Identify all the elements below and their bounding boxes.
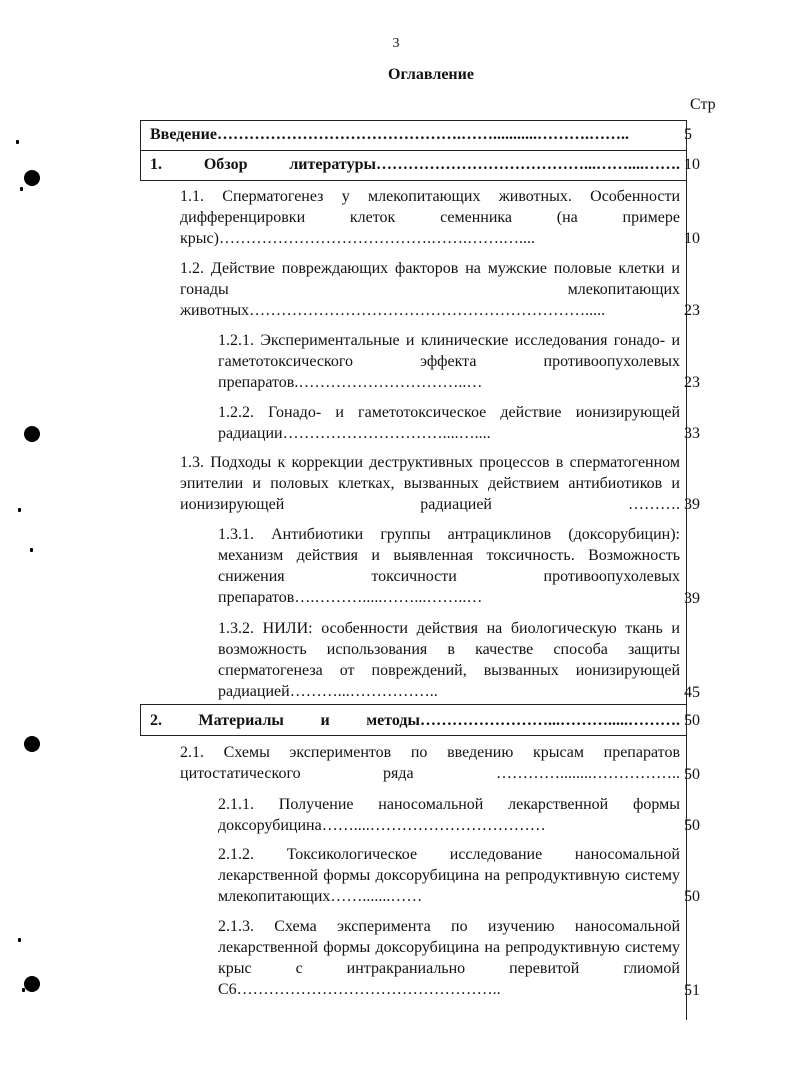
toc-entry-text: 1.1. Сперматогенез у млекопитающих животных. Особенности дифференцировки клеток семенника (на примере крыс)………………………………….…….…….….... [180, 188, 680, 247]
toc-entry-1-3[interactable] [180, 452, 680, 515]
toc-entry-text: 1.3.2. НИЛИ: особенности действия на биологическую ткань и возможность использования в качестве способа защиты сперматогенеза от повреждений, вызванных ионизирующей радиацией………...…………….. [218, 620, 680, 700]
table-line-2 [140, 150, 686, 151]
toc-entry-intro[interactable] [150, 124, 680, 145]
page-column-header: Стр [690, 96, 716, 113]
toc-page-number: 10 [684, 230, 700, 247]
toc-entry-1-2-1[interactable] [218, 330, 680, 393]
toc-entry-text: 1.3. Подходы к коррекции деструктивных процессов в сперматогенном эпителии и половых клетках, вызванных действием антибиотиков и ионизирующей радиацией ………. [180, 454, 680, 513]
punch-hole-mark [24, 426, 40, 442]
table-line-5 [140, 735, 686, 736]
toc-entry-text: 1. Обзор литературы…………………………………...……....……. [150, 156, 680, 173]
table-divider-2 [140, 704, 141, 735]
toc-page-number: 50 [684, 712, 700, 729]
scan-speck [22, 988, 25, 992]
toc-page-number: 51 [684, 982, 700, 999]
page-number: 3 [392, 36, 400, 51]
toc-entry-2-1-3[interactable] [218, 916, 680, 1000]
toc-entry-text: 1.2. Действие повреждающих факторов на мужские половые клетки и гонады млекопитающих животных………………………………………………………..... [180, 260, 680, 319]
toc-page-number: 23 [684, 374, 700, 391]
toc-entry-text: 2.1.3. Схема эксперимента по изучению наносомальной лекарственной формы доксорубицина на репродуктивную систему крыс с интракраниально перевитой глиомой С6………………………………………….. [218, 918, 680, 998]
toc-page-number: 39 [684, 496, 700, 513]
toc-entry-1-3-1[interactable] [218, 524, 680, 608]
table-divider-3 [686, 120, 687, 1020]
toc-entry-text: 1.2.2. Гонадо- и гаметотоксическое действие ионизирующей радиации…………………………....….... [218, 404, 680, 442]
toc-page-number: 50 [684, 817, 700, 834]
toc-entry-2-1-1[interactable] [218, 794, 680, 836]
toc-entry-1-2[interactable] [180, 258, 680, 321]
punch-hole-mark [24, 736, 40, 752]
table-top-line [140, 120, 686, 121]
table-line-4 [140, 704, 686, 705]
scan-speck [18, 508, 21, 512]
toc-page-number: 33 [684, 425, 700, 442]
toc-entry-1-1[interactable] [180, 186, 680, 249]
toc-entry-text: 2.1. Схемы экспериментов по введению крысам препаратов цитостатического ряда …………........…………….. [180, 744, 680, 782]
toc-entry-text: 2.1.2. Токсикологическое исследование наносомальной лекарственной формы доксорубицина на репродуктивную систему млекопитающих…….......…… [218, 846, 680, 905]
page-title: Оглавление [388, 66, 474, 83]
scan-speck [18, 938, 21, 942]
scan-speck [30, 548, 33, 552]
toc-page-number: 23 [684, 302, 700, 319]
toc-page-number: 5 [684, 126, 692, 143]
punch-hole-mark [24, 976, 40, 992]
toc-entry-text: Введение……………………………………….……...........……….…….. [150, 126, 629, 143]
toc-page-number: 10 [684, 156, 700, 173]
table-line-3 [140, 180, 686, 181]
toc-entry-2-1-2[interactable] [218, 844, 680, 907]
toc-entry-2-1[interactable] [180, 742, 680, 784]
scan-speck [16, 140, 19, 144]
toc-entry-text: 1.2.1. Экспериментальные и клинические исследования гонадо- и гаметотоксического эффекта противоопухолевых препаратов.…………………………..… [218, 332, 680, 391]
scan-speck [20, 187, 23, 191]
toc-entry-text: 1.3.1. Антибиотики группы антрациклинов (доксорубицин): механизм действия и выявленная токсичность. Возможность снижения токсичности противоопухолевых препаратов….……….....……...……..… [218, 526, 680, 606]
toc-entry-2[interactable] [150, 710, 680, 731]
table-divider-1 [140, 120, 141, 180]
toc-page-number: 50 [684, 766, 700, 783]
toc-page-number: 45 [684, 684, 700, 701]
toc-page-number: 50 [684, 888, 700, 905]
toc-entry-text: 2. Материалы и методы……………………...……….....………. [150, 712, 680, 729]
toc-entry-1-3-2[interactable] [218, 618, 680, 702]
toc-entry-1[interactable] [150, 154, 680, 175]
toc-entry-text: 2.1.1. Получение наносомальной лекарственной формы доксорубицина……....…………………………… [218, 796, 680, 834]
punch-hole-mark [24, 170, 40, 186]
toc-page-number: 39 [684, 590, 700, 607]
toc-entry-1-2-2[interactable] [218, 402, 680, 444]
